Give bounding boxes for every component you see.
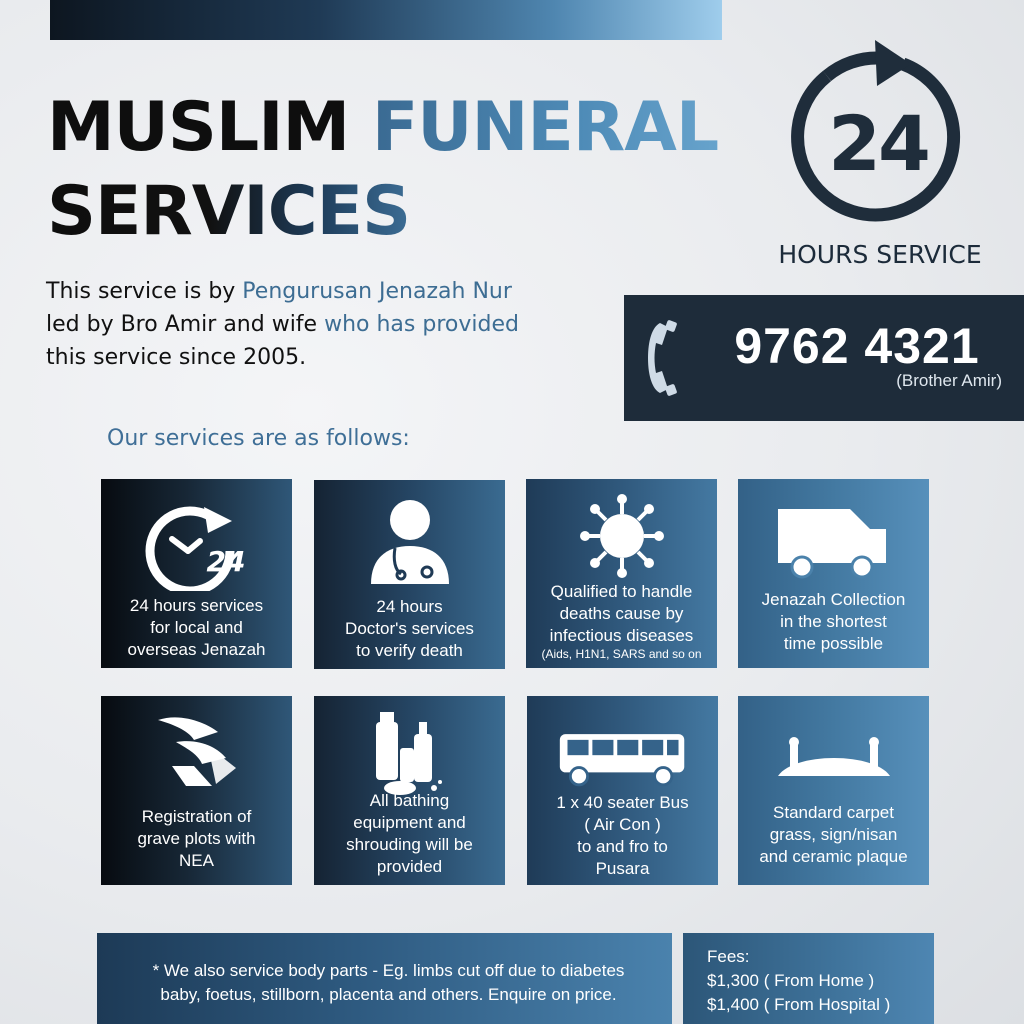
service-caption-line: 1 x 40 seater Bus [556,793,689,812]
service-caption [320,790,499,878]
service-caption-line: Qualified to handle [550,582,693,601]
service-caption-line: Standard carpet [773,803,894,822]
title-services: SERVICES [47,172,411,251]
fee-hospital: $1,400 ( From Hospital ) [707,995,891,1014]
service-caption-line: deaths cause by [559,604,684,623]
service-caption-line: to and fro to [577,837,668,856]
bus-icon [556,730,690,788]
service-caption [320,596,499,662]
provider-name: Pengurusan Jenazah Nur [242,279,512,304]
service-caption-line: Doctor's services [345,619,474,638]
title-funeral: FUNERAL [371,88,719,167]
service-tile-24-hours [101,479,292,668]
van-icon [774,501,894,581]
hours-service-label: HOURS SERVICE [778,240,982,269]
service-caption-line: overseas Jenazah [127,640,266,659]
service-caption-line: 24 hours services [129,596,264,615]
service-caption-line: to verify death [356,641,463,660]
infectious-note: (Aids, H1N1, SARS and so on [541,647,702,661]
service-caption [532,581,711,661]
service-caption-line: grass, sign/nisan [769,825,898,844]
service-caption-line: NEA [179,851,214,870]
service-caption-line: and ceramic plaque [759,847,908,866]
service-caption-line: time possible [783,634,884,653]
service-caption-line: for local and [150,618,243,637]
contact-name: (Brother Amir) [896,371,1002,390]
service-caption-line: Registration of [141,807,252,826]
grave-icon [774,730,894,780]
service-caption-line: All bathing [369,791,450,810]
service-caption-line: shrouding will be [346,835,473,854]
service-tile-nea [101,696,292,885]
service-tile-infectious [526,479,717,668]
badge-number: 24 [828,99,928,188]
nea-logo-icon [152,710,242,790]
service-tile-doctor [314,480,505,669]
svg-text:24: 24 [206,545,245,578]
clock-24-icon [142,501,252,591]
service-caption-line: in the shortest [780,612,887,631]
top-accent-bar [50,0,722,40]
service-caption-line: provided [376,857,443,876]
service-tile-bus [527,696,718,885]
intro-text: This service is by Pengurusan Jenazah Nur led by Bro Amir and wife who has provided this service since 2005. [46,279,519,370]
service-caption-line: grave plots with [137,829,256,848]
service-caption [744,802,923,868]
service-caption [533,792,712,880]
fees-label: Fees: [707,947,750,966]
service-tile-bathing [314,696,505,885]
bottles-icon [370,708,450,798]
service-tile-collection [738,479,929,668]
service-caption-line: infectious diseases [549,626,694,645]
virus-icon [577,491,667,581]
phone-box[interactable] [624,295,1024,421]
service-caption-line: 24 hours [376,597,443,616]
page-title [47,86,718,254]
service-caption-line: Jenazah Collection [761,590,906,609]
service-caption [744,589,923,655]
services-heading: Our services are as follows: [107,426,410,451]
service-caption-line: Pusara [595,859,650,878]
service-caption [107,595,286,661]
phone-number[interactable]: 9762 4321 [734,318,980,374]
service-caption [107,806,286,872]
service-caption-line: ( Air Con ) [584,815,661,834]
service-caption-line: equipment and [353,813,466,832]
service-tile-grave [738,696,929,885]
body-parts-note: * We also service body parts - Eg. limbs cut off due to diabetes baby, foetus, stillborn, placenta and others. Enquire on price. [97,933,672,1024]
fee-home: $1,300 ( From Home ) [707,971,875,990]
fees-box [683,933,934,1024]
title-muslim: MUSLIM [47,88,372,167]
24-hour-clock-icon [783,36,973,232]
doctor-icon [365,496,455,586]
phone-icon [646,317,696,399]
